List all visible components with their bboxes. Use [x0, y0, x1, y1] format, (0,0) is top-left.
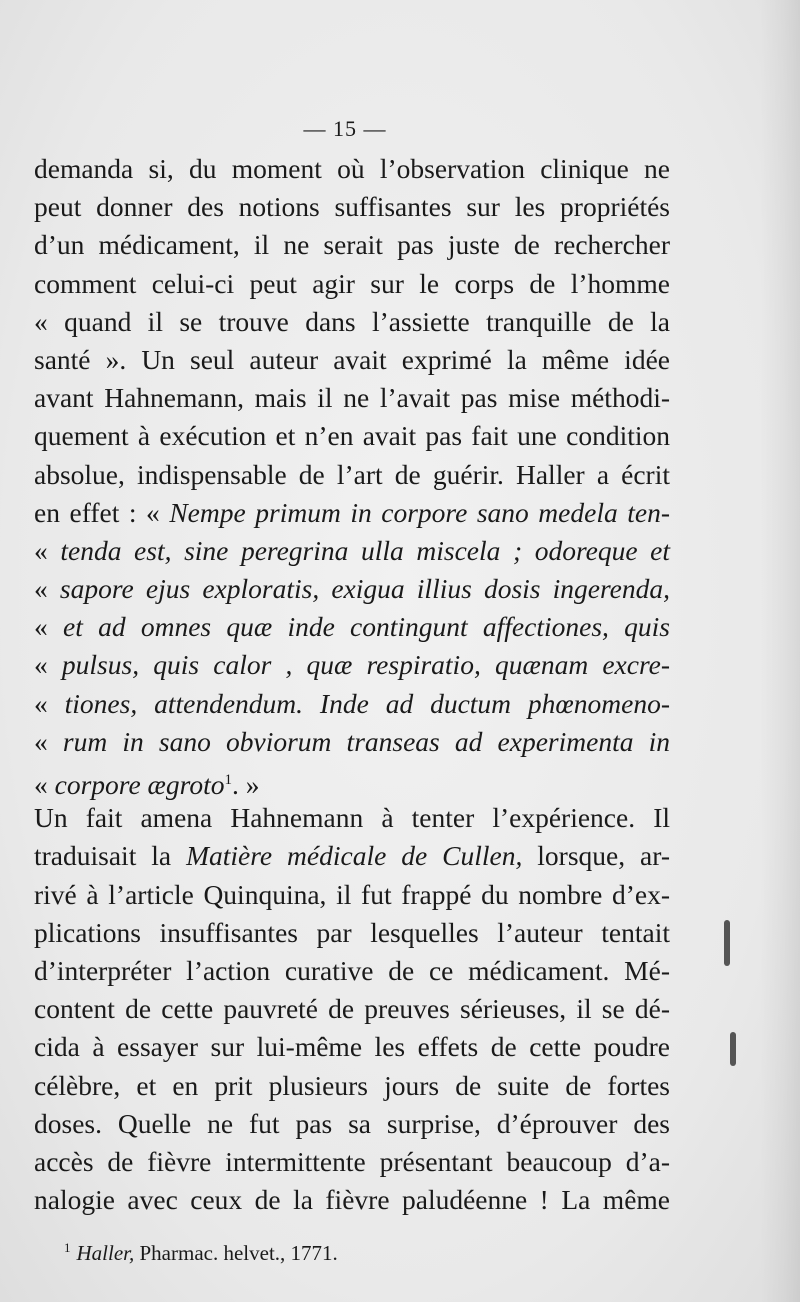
quote-mark: « [34, 573, 48, 605]
text-line [34, 761, 670, 799]
page-edge-shadow [760, 0, 800, 1302]
text-line: d’un médicament, il ne serait pas juste de rechercher [34, 229, 670, 261]
footnote-author: Haller, [76, 1241, 135, 1265]
text-line: d’interpréter l’action curative de ce médicament. Mé- [34, 954, 670, 986]
quote-mark: « [34, 687, 48, 719]
quote-mark: « [34, 725, 48, 757]
book-title: Matière médicale de Cullen, [186, 840, 523, 872]
text-line: rivé à l’article Quinquina, il fut frappé du nombre d’ex- [34, 878, 670, 910]
text-line: content de cette pauvreté de preuves sérieuses, il se dé- [34, 993, 670, 1025]
footnote-text: Pharmac. helvet., 1771. [139, 1241, 338, 1265]
text-line [34, 570, 670, 608]
quote-latin: tiones, attendendum. Inde ad ductum phœnomeno- [64, 687, 670, 719]
text-line: doses. Quelle ne fut pas sa surprise, d’éprouver des [34, 1107, 670, 1139]
quote-mark: « [34, 769, 48, 801]
text-line: absolue, indispensable de l’art de guérir. Haller a écrit [34, 458, 670, 490]
text-line: nalogie avec ceux de la fièvre paludéenne ! La même [34, 1184, 670, 1216]
quote-latin: Nempe primum in corpore sano medela ten- [169, 496, 670, 528]
text-line: peut donner des notions suffisantes sur les propriétés [34, 191, 670, 223]
text-line: comment celui-ci peut agir sur le corps de l’homme [34, 267, 670, 299]
quote-latin: sapore ejus exploratis, exigua illius dosis ingerenda, [59, 573, 671, 605]
footnote [64, 1240, 338, 1266]
text-line: célèbre, et en prit plusieurs jours de suite de fortes [34, 1069, 670, 1101]
footnote-ref: 1 [224, 772, 232, 788]
footnote-marker: 1 [64, 1240, 71, 1255]
quote-latin: corpore ægroto [54, 769, 225, 801]
text-line: accès de fièvre intermittente présentant beaucoup d’a- [34, 1145, 670, 1177]
text-line [34, 646, 670, 684]
text-line: quement à exécution et n’en avait pas fait une condition [34, 420, 670, 452]
text-line [34, 494, 670, 532]
line-lead: traduisait la [34, 840, 172, 872]
quote-latin: et ad omnes quæ inde contingunt affectiones, quis [63, 611, 670, 643]
quote-mark: « [34, 649, 48, 681]
body-text [34, 150, 670, 1219]
quote-latin: rum in sano obviorum transeas ad experimenta in [62, 725, 671, 757]
text-line: santé ». Un seul auteur avait exprimé la même idée [34, 343, 670, 375]
page-number: — 15 — [303, 116, 387, 141]
text-line: Un fait amena Hahnemann à tenter l’expérience. Il [34, 802, 670, 834]
quote-mark: « [34, 534, 48, 566]
text-line: avant Hahnemann, mais il ne l’avait pas mise méthodi- [34, 382, 670, 414]
ink-speck [724, 920, 730, 966]
text-line [34, 608, 670, 646]
text-line: plications insuffisantes par lesquelles l’auteur tentait [34, 916, 670, 948]
quote-close: . » [231, 769, 260, 801]
line-lead: en effet : « [34, 496, 160, 528]
text-line [34, 685, 670, 723]
text-line [34, 532, 670, 570]
text-line: cida à essayer sur lui-même les effets de cette poudre [34, 1031, 670, 1063]
ink-speck [730, 1032, 736, 1066]
quote-latin: tenda est, sine peregrina ulla miscela ; odoreque et [60, 534, 671, 566]
text-line: demanda si, du moment où l’observation clinique ne [34, 153, 670, 184]
text-line [34, 723, 670, 761]
text-line [34, 837, 670, 875]
text-line: « quand il se trouve dans l’assiette tranquille de la [34, 305, 670, 337]
line-tail: lorsque, ar- [537, 840, 671, 872]
quote-latin: pulsus, quis calor , quæ respiratio, quænam excre- [61, 649, 671, 681]
quote-mark: « [34, 611, 48, 643]
